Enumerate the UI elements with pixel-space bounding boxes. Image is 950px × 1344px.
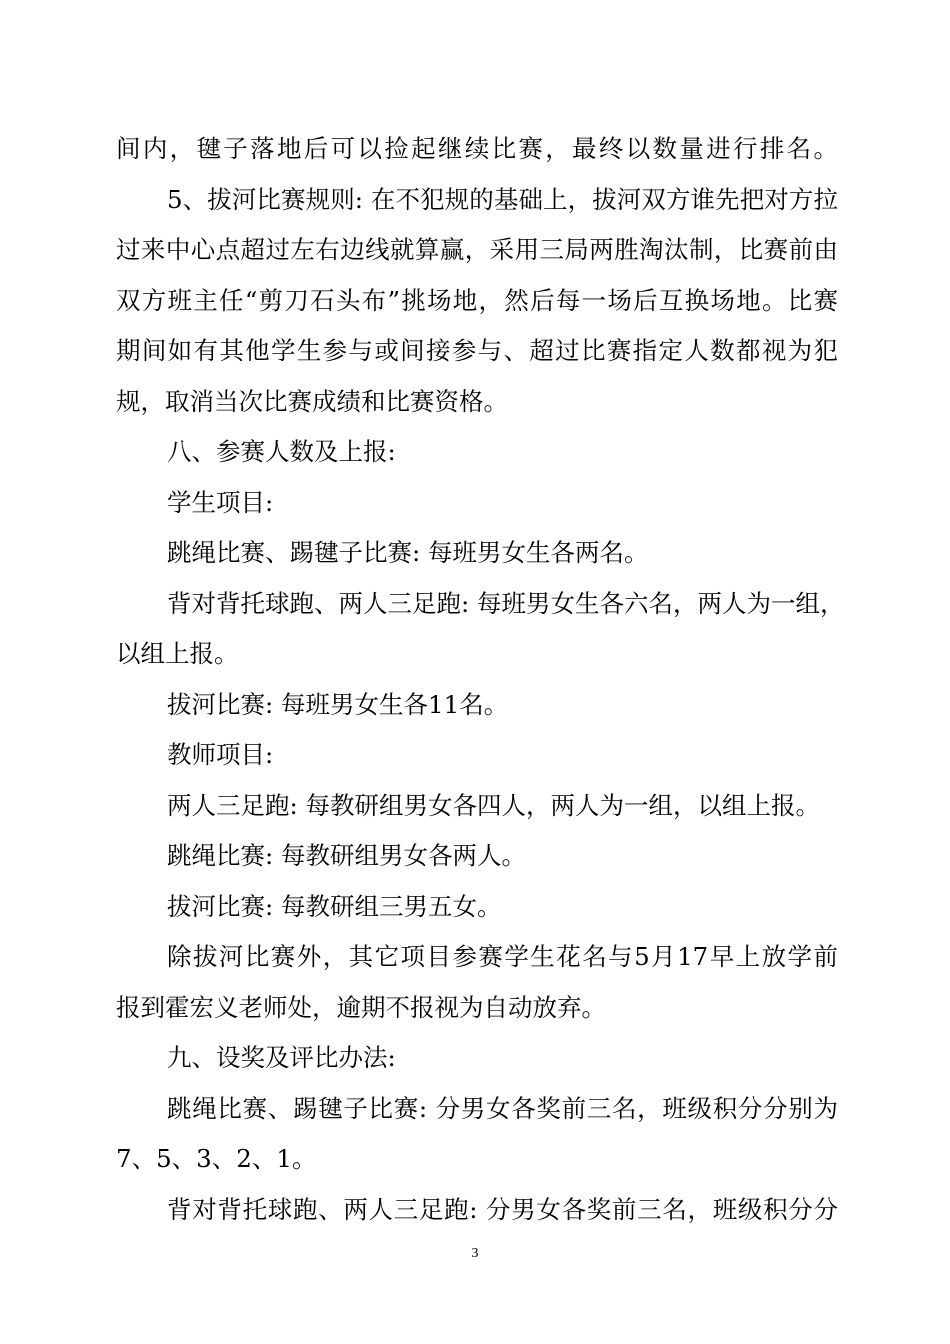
text-line: 跳绳比赛: 每教研组男女各两人。 bbox=[167, 841, 527, 870]
text-line: 过来中心点超过左右边线就算赢，采用三局两胜淘汰制，比赛前由 bbox=[116, 235, 838, 264]
document-body bbox=[116, 124, 845, 1235]
text-line: 以组上报。 bbox=[116, 639, 239, 668]
section-heading: 八、参赛人数及上报: bbox=[167, 437, 396, 466]
text-line: 拔河比赛: 每教研组三男五女。 bbox=[167, 891, 502, 921]
section-heading: 九、设奖及评比办法: bbox=[167, 1043, 396, 1072]
text-line: 期间如有其他学生参与或间接参与、超过比赛指定人数都视为犯 bbox=[116, 336, 838, 365]
text-line: 5、拔河比赛规则: 在不犯规的基础上，拔河双方谁先把对方拉 bbox=[167, 184, 838, 214]
text-line: 报到霍宏义老师处，逾期不报视为自动放弃。 bbox=[116, 992, 606, 1022]
text-line: 背对背托球跑、两人三足跑: 每班男女生各六名，两人为一组， bbox=[167, 588, 845, 618]
text-line: 规，取消当次比赛成绩和比赛资格。 bbox=[116, 386, 508, 416]
subsection-heading: 学生项目: bbox=[167, 487, 274, 517]
text-line: 跳绳比赛、踢毽子比赛: 每班男女生各两名。 bbox=[167, 538, 649, 567]
page-number: 3 bbox=[471, 1246, 479, 1261]
text-line: 拔河比赛: 每班男女生各11名。 bbox=[167, 689, 509, 719]
text-line: 背对背托球跑、两人三足跑: 分男女各奖前三名，班级积分分 bbox=[167, 1194, 838, 1224]
text-line: 除拔河比赛外，其它项目参赛学生花名与5月17早上放学前 bbox=[167, 942, 838, 971]
text-line: 间内，毽子落地后可以捡起继续比赛，最终以数量进行排名。 bbox=[116, 134, 838, 163]
text-line: 跳绳比赛、踢毽子比赛: 分男女各奖前三名，班级积分分别为 bbox=[167, 1093, 838, 1123]
subsection-heading: 教师项目: bbox=[167, 740, 274, 769]
text-line: 双方班主任“剪刀石头布”挑场地，然后每一场后互换场地。比赛 bbox=[116, 285, 838, 315]
text-line: 7、5、3、2、1。 bbox=[116, 1144, 317, 1173]
text-line: 两人三足跑: 每教研组男女各四人，两人为一组，以组上报。 bbox=[167, 790, 821, 820]
